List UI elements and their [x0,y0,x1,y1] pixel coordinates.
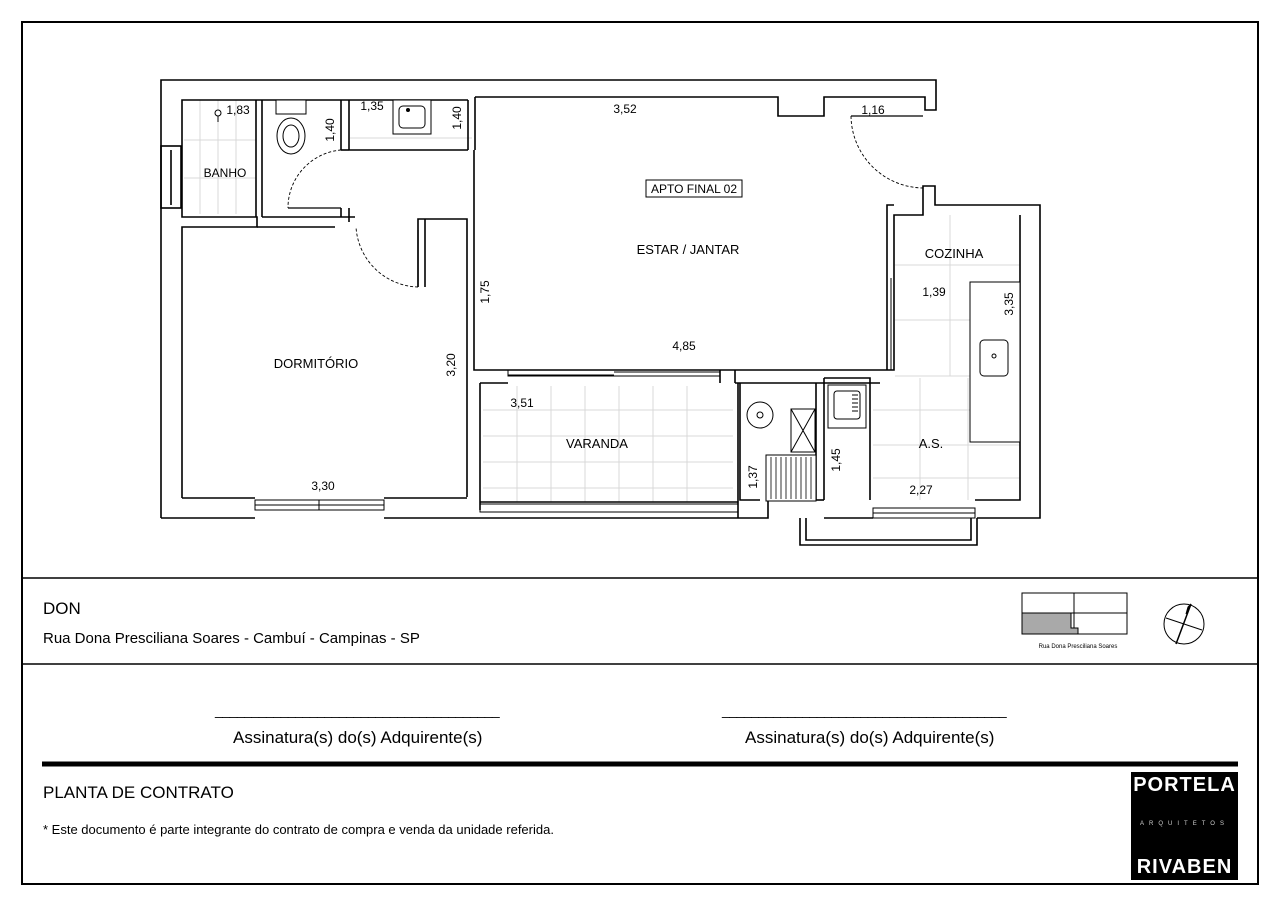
dim-lav-width: 1,35 [360,99,384,113]
signature-label-right: Assinatura(s) do(s) Adquirente(s) [745,728,995,747]
north-arrow-icon [1164,604,1204,644]
logo-top-text: PORTELA [1133,774,1236,796]
unit-label: APTO FINAL 02 [650,182,738,196]
dim-wc-height: 1,40 [323,118,337,142]
dim-varanda-width: 3,51 [510,396,534,410]
project-address: Rua Dona Presciliana Soares - Cambuí - Campinas - SP [43,630,420,647]
signature-line-right: _______________________________________ [722,702,1007,718]
dim-as-width: 2,27 [909,483,933,497]
room-dormitorio-label: DORMITÓRIO [273,356,359,371]
dim-estar-top: 3,52 [613,102,637,116]
key-plan-label: Rua Dona Presciliana Soares [1038,644,1118,650]
project-name: DON [43,599,81,618]
dim-laundry-height: 1,37 [746,465,760,489]
room-as-label: A.S. [918,436,944,451]
document-title: PLANTA DE CONTRATO [43,783,234,802]
dim-dorm-height: 3,20 [444,353,458,377]
dim-lav-height: 1,40 [450,106,464,130]
room-varanda-label: VARANDA [566,436,628,451]
portela-rivaben-logo [1131,772,1238,880]
door-leaves [288,116,923,287]
document-note: * Este documento é parte integrante do contrato de compra e venda da unidade referida. [43,822,554,837]
room-cozinha-label: COZINHA [924,246,984,261]
room-banho-label: BANHO [203,166,247,180]
room-estar-label: ESTAR / JANTAR [636,242,740,257]
dim-banho-top: 1,83 [226,103,250,117]
sheet-frame [22,22,1258,884]
signature-line-left: _______________________________________ [215,702,500,718]
signature-label-left: Assinatura(s) do(s) Adquirente(s) [233,728,483,747]
door-swings [288,116,923,287]
dim-entry-width: 1,16 [861,103,885,117]
dim-dorm-bottom: 3,30 [311,479,335,493]
dim-estar-left: 1,75 [478,280,492,304]
key-plan [1022,593,1127,634]
dim-cozinha-height: 3,35 [1002,292,1016,316]
logo-bottom-text: RIVABEN [1136,856,1233,878]
openings [255,278,975,518]
dim-estar-bottom: 4,85 [672,339,696,353]
logo-middle-text: ARQUITETOS [1140,821,1229,827]
dim-as-height: 1,45 [829,448,843,472]
dim-cozinha-width: 1,39 [922,285,946,299]
